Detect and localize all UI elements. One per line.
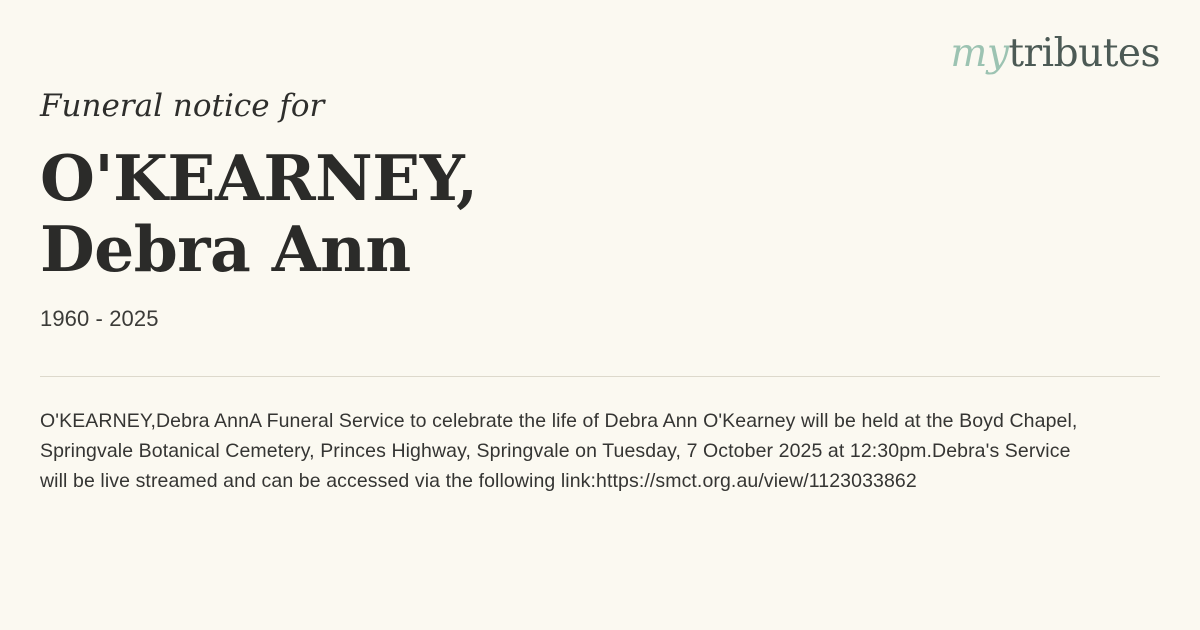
- brand-tributes-text: tributes: [1008, 31, 1160, 76]
- page-title: [40, 125, 1160, 284]
- deceased-surname: O'KEARNEY,: [40, 141, 478, 216]
- mytributes-logo[interactable]: [950, 31, 1160, 76]
- brand-my-text: my: [950, 31, 1009, 76]
- life-years: 1960 - 2025: [40, 306, 159, 332]
- notice-kicker: Funeral notice for: [40, 88, 325, 124]
- notice-body-text: O'KEARNEY,Debra AnnA Funeral Service to celebrate the life of Debra Ann O'Kearney will be held at the Boyd Chapel, Springvale Botanical Cemetery, Princes Highway, Springvale on Tuesday, 7 October 2025 at 12:30pm.Debra's Service will be live streamed and can be accessed via the following link:https://smct.org.au/view/1123033862: [40, 409, 1078, 493]
- deceased-given-names: Debra Ann: [40, 211, 411, 286]
